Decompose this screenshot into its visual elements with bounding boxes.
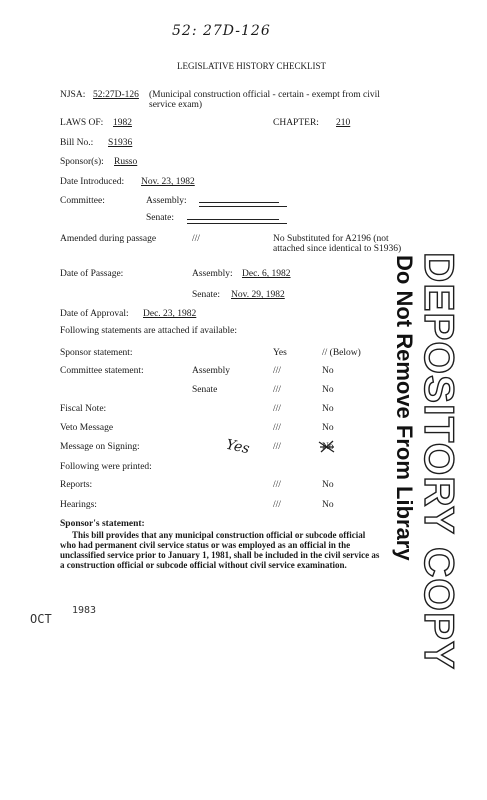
depository-copy-stamp: DEPOSITORY COPY: [416, 252, 463, 670]
amended-note: No Substituted for A2196 (not attached since identical to S1936): [273, 234, 402, 254]
committee-statement-assembly-value: No: [322, 366, 334, 376]
committee-statement-assembly: Assembly: [192, 366, 230, 376]
committee-statement-senate-value: No: [322, 385, 334, 395]
hearings-label: Hearings:: [60, 500, 97, 510]
njsa-value: 52:27D-126: [93, 90, 139, 100]
laws-of-label: LAWS OF:: [60, 118, 104, 128]
handwritten-statute-number: 52: 27D-126: [172, 23, 271, 39]
sponsor-statement-line: This bill provides that any municipal construction official or subcode official: [72, 530, 366, 540]
njsa-label: NJSA:: [60, 90, 86, 100]
date-introduced-value: Nov. 23, 1982: [141, 177, 195, 187]
committee-assembly-label: Assembly:: [146, 196, 187, 206]
committee-statement-assembly-mark: ///: [273, 366, 281, 376]
reports-mark: ///: [273, 480, 281, 490]
date-introduced-label: Date Introduced:: [60, 177, 125, 187]
sponsor-statement-body: [60, 530, 440, 570]
sponsor-statement-yes: Yes: [273, 348, 287, 358]
sponsor-statement-line: unclassified service prior to January 1, 1981, shall be included in the civil service as: [60, 550, 380, 560]
committee-senate-label: Senate:: [146, 213, 174, 223]
veto-message-label: Veto Message: [60, 423, 114, 433]
committee-statement-label: Committee statement:: [60, 366, 144, 376]
chapter-value: 210: [336, 118, 351, 128]
message-on-signing-handwritten: Yes: [224, 436, 251, 458]
date-of-approval-value: Dec. 23, 1982: [143, 309, 197, 319]
committee-senate-blank: [187, 222, 287, 224]
do-not-remove-stamp: Do Not Remove From Library: [392, 255, 417, 561]
laws-of-value: 1982: [113, 118, 132, 128]
veto-message-mark: ///: [273, 423, 281, 433]
sponsor-statement-line: a construction official or subcode official without civil service examination.: [60, 560, 347, 570]
page-title: LEGISLATIVE HISTORY CHECKLIST: [177, 61, 326, 71]
sponsor-statement-line: who had permanent civil service status or was employed as an official in the: [60, 540, 351, 550]
committee-senate-blank-2: [187, 218, 279, 220]
passage-senate-value: Nov. 29, 1982: [231, 290, 285, 300]
received-stamp-month: OCT: [30, 612, 52, 626]
sponsor-statement-value: // (Below): [322, 348, 361, 358]
reports-value: No: [322, 480, 334, 490]
committee-assembly-blank-2: [199, 201, 279, 203]
fiscal-note-label: Fiscal Note:: [60, 404, 107, 414]
amended-mark: ///: [192, 234, 200, 244]
chapter-label: CHAPTER:: [273, 118, 319, 128]
njsa-description: (Municipal construction official - certain - exempt from civil service exam): [149, 90, 380, 110]
sponsor-value: Russo: [114, 157, 138, 167]
date-of-passage-label: Date of Passage:: [60, 269, 124, 279]
bill-no-value: S1936: [108, 138, 133, 148]
amended-label: Amended during passage: [60, 234, 157, 244]
committee-label: Committee:: [60, 196, 105, 206]
following-attached-heading: Following statements are attached if available:: [60, 326, 238, 336]
committee-statement-senate-mark: ///: [273, 385, 281, 395]
sponsor-label: Sponsor(s):: [60, 157, 104, 167]
strikethrough-mark-icon: [318, 440, 336, 454]
passage-assembly-value: Dec. 6, 1982: [242, 269, 291, 279]
fiscal-note-value: No: [322, 404, 334, 414]
message-on-signing-mark: ///: [273, 442, 281, 452]
passage-assembly-label: Assembly:: [192, 269, 233, 279]
hearings-value: No: [322, 500, 334, 510]
veto-message-value: No: [322, 423, 334, 433]
received-stamp-year: 1983: [72, 605, 97, 616]
date-of-approval-label: Date of Approval:: [60, 309, 129, 319]
committee-assembly-blank: [199, 205, 287, 207]
hearings-mark: ///: [273, 500, 281, 510]
message-on-signing-label: Message on Signing:: [60, 442, 140, 452]
sponsor-statement-label: Sponsor statement:: [60, 348, 133, 358]
sponsor-statement-heading: Sponsor's statement:: [60, 519, 145, 529]
message-on-signing-value: No: [322, 442, 334, 452]
passage-senate-label: Senate:: [192, 290, 220, 300]
fiscal-note-mark: ///: [273, 404, 281, 414]
following-printed-heading: Following were printed:: [60, 462, 152, 472]
bill-no-label: Bill No.:: [60, 138, 94, 148]
reports-label: Reports:: [60, 480, 93, 490]
committee-statement-senate: Senate: [192, 385, 218, 395]
